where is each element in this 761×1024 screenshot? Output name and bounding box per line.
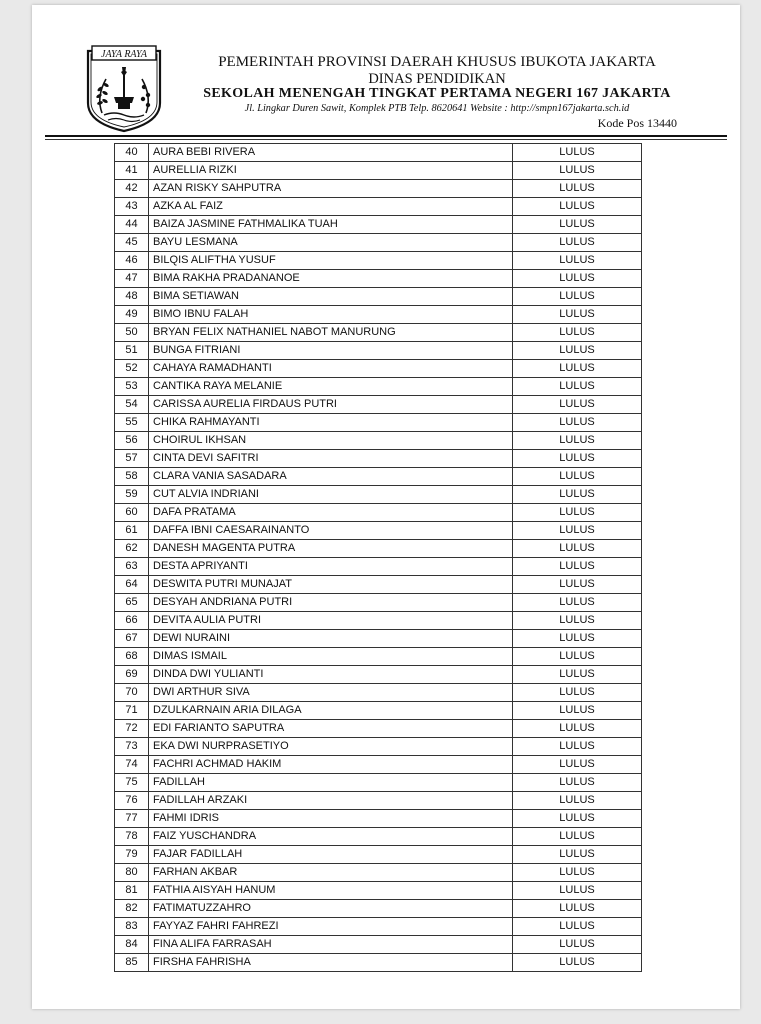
school-name: SEKOLAH MENENGAH TINGKAT PERTAMA NEGERI 167 JAKARTA bbox=[203, 86, 671, 101]
student-name: DESWITA PUTRI MUNAJAT bbox=[149, 576, 513, 594]
student-number: 69 bbox=[115, 666, 149, 684]
graduation-status: LULUS bbox=[513, 540, 642, 558]
student-number: 68 bbox=[115, 648, 149, 666]
student-name: DAFA PRATAMA bbox=[149, 504, 513, 522]
student-name: CAHAYA RAMADHANTI bbox=[149, 360, 513, 378]
student-number: 80 bbox=[115, 864, 149, 882]
letterhead-divider bbox=[45, 135, 727, 137]
student-name: CANTIKA RAYA MELANIE bbox=[149, 378, 513, 396]
graduation-status: LULUS bbox=[513, 342, 642, 360]
student-number: 47 bbox=[115, 270, 149, 288]
graduation-status: LULUS bbox=[513, 936, 642, 954]
student-number: 61 bbox=[115, 522, 149, 540]
document-page bbox=[32, 5, 740, 1009]
table-row bbox=[115, 630, 642, 648]
table-row bbox=[115, 162, 642, 180]
table-row bbox=[115, 486, 642, 504]
letterhead-divider-thin bbox=[45, 139, 727, 140]
graduation-status: LULUS bbox=[513, 648, 642, 666]
table-row bbox=[115, 144, 642, 162]
table-row bbox=[115, 306, 642, 324]
student-name: FINA ALIFA FARRASAH bbox=[149, 936, 513, 954]
student-number: 45 bbox=[115, 234, 149, 252]
table-row bbox=[115, 648, 642, 666]
graduation-status: LULUS bbox=[513, 216, 642, 234]
table-row bbox=[115, 450, 642, 468]
student-name: EKA DWI NURPRASETIYO bbox=[149, 738, 513, 756]
student-number: 74 bbox=[115, 756, 149, 774]
student-number: 51 bbox=[115, 342, 149, 360]
table-row bbox=[115, 846, 642, 864]
graduation-status: LULUS bbox=[513, 522, 642, 540]
table-row bbox=[115, 234, 642, 252]
student-name: CLARA VANIA SASADARA bbox=[149, 468, 513, 486]
student-number: 48 bbox=[115, 288, 149, 306]
table-row bbox=[115, 576, 642, 594]
table-row bbox=[115, 612, 642, 630]
student-number: 73 bbox=[115, 738, 149, 756]
student-number: 44 bbox=[115, 216, 149, 234]
student-name: FACHRI ACHMAD HAKIM bbox=[149, 756, 513, 774]
graduation-status: LULUS bbox=[513, 918, 642, 936]
graduation-status: LULUS bbox=[513, 324, 642, 342]
table-row bbox=[115, 216, 642, 234]
graduation-status: LULUS bbox=[513, 846, 642, 864]
student-name: AZAN RISKY SAHPUTRA bbox=[149, 180, 513, 198]
graduation-status: LULUS bbox=[513, 468, 642, 486]
table-row bbox=[115, 180, 642, 198]
student-number: 85 bbox=[115, 954, 149, 972]
student-number: 82 bbox=[115, 900, 149, 918]
student-name: DZULKARNAIN ARIA DILAGA bbox=[149, 702, 513, 720]
student-name: DANESH MAGENTA PUTRA bbox=[149, 540, 513, 558]
letterhead bbox=[32, 5, 740, 135]
graduation-status: LULUS bbox=[513, 612, 642, 630]
student-number: 52 bbox=[115, 360, 149, 378]
table-row bbox=[115, 396, 642, 414]
student-name: CARISSA AURELIA FIRDAUS PUTRI bbox=[149, 396, 513, 414]
student-name: FAJAR FADILLAH bbox=[149, 846, 513, 864]
emblem-label: JAYA RAYA bbox=[101, 49, 147, 60]
student-number: 58 bbox=[115, 468, 149, 486]
graduation-status: LULUS bbox=[513, 504, 642, 522]
graduation-status: LULUS bbox=[513, 252, 642, 270]
table-row bbox=[115, 360, 642, 378]
student-number: 75 bbox=[115, 774, 149, 792]
graduation-status: LULUS bbox=[513, 828, 642, 846]
student-name: CHOIRUL IKHSAN bbox=[149, 432, 513, 450]
graduation-status: LULUS bbox=[513, 180, 642, 198]
student-name: AZKA AL FAIZ bbox=[149, 198, 513, 216]
table-row bbox=[115, 810, 642, 828]
graduation-status: LULUS bbox=[513, 864, 642, 882]
table-row bbox=[115, 522, 642, 540]
student-name: BUNGA FITRIANI bbox=[149, 342, 513, 360]
student-number: 59 bbox=[115, 486, 149, 504]
graduation-status: LULUS bbox=[513, 432, 642, 450]
graduation-status: LULUS bbox=[513, 234, 642, 252]
student-number: 42 bbox=[115, 180, 149, 198]
student-number: 57 bbox=[115, 450, 149, 468]
table-row bbox=[115, 432, 642, 450]
table-row bbox=[115, 270, 642, 288]
student-name: CHIKA RAHMAYANTI bbox=[149, 414, 513, 432]
table-row bbox=[115, 666, 642, 684]
student-number: 63 bbox=[115, 558, 149, 576]
table-row bbox=[115, 864, 642, 882]
table-row bbox=[115, 504, 642, 522]
table-row bbox=[115, 540, 642, 558]
graduation-status: LULUS bbox=[513, 882, 642, 900]
student-name: EDI FARIANTO SAPUTRA bbox=[149, 720, 513, 738]
student-name: BRYAN FELIX NATHANIEL NABOT MANURUNG bbox=[149, 324, 513, 342]
student-name: DWI ARTHUR SIVA bbox=[149, 684, 513, 702]
graduation-status: LULUS bbox=[513, 900, 642, 918]
student-number: 78 bbox=[115, 828, 149, 846]
graduation-status: LULUS bbox=[513, 738, 642, 756]
graduation-status: LULUS bbox=[513, 306, 642, 324]
graduation-status: LULUS bbox=[513, 558, 642, 576]
graduation-status: LULUS bbox=[513, 666, 642, 684]
student-name: AURA BEBI RIVERA bbox=[149, 144, 513, 162]
table-row bbox=[115, 774, 642, 792]
student-name: BAIZA JASMINE FATHMALIKA TUAH bbox=[149, 216, 513, 234]
table-row bbox=[115, 792, 642, 810]
graduation-status: LULUS bbox=[513, 810, 642, 828]
student-name: FIRSHA FAHRISHA bbox=[149, 954, 513, 972]
student-number: 84 bbox=[115, 936, 149, 954]
table-row bbox=[115, 324, 642, 342]
student-name: DESTA APRIYANTI bbox=[149, 558, 513, 576]
student-number: 81 bbox=[115, 882, 149, 900]
table-row bbox=[115, 738, 642, 756]
graduation-status: LULUS bbox=[513, 756, 642, 774]
graduation-status: LULUS bbox=[513, 144, 642, 162]
graduation-table bbox=[114, 143, 642, 972]
table-row bbox=[115, 558, 642, 576]
graduation-status: LULUS bbox=[513, 396, 642, 414]
student-number: 65 bbox=[115, 594, 149, 612]
student-name: FADILLAH bbox=[149, 774, 513, 792]
graduation-status: LULUS bbox=[513, 702, 642, 720]
table-row bbox=[115, 198, 642, 216]
graduation-status: LULUS bbox=[513, 720, 642, 738]
student-name: FAYYAZ FAHRI FAHREZI bbox=[149, 918, 513, 936]
table-row bbox=[115, 414, 642, 432]
student-number: 50 bbox=[115, 324, 149, 342]
student-number: 64 bbox=[115, 576, 149, 594]
student-name: DESYAH ANDRIANA PUTRI bbox=[149, 594, 513, 612]
table-row bbox=[115, 468, 642, 486]
table-row bbox=[115, 900, 642, 918]
graduation-table-body bbox=[115, 144, 642, 972]
table-row bbox=[115, 288, 642, 306]
table-row bbox=[115, 918, 642, 936]
graduation-status: LULUS bbox=[513, 288, 642, 306]
student-name: BIMO IBNU FALAH bbox=[149, 306, 513, 324]
student-name: BAYU LESMANA bbox=[149, 234, 513, 252]
student-number: 67 bbox=[115, 630, 149, 648]
school-address: Jl. Lingkar Duren Sawit, Komplek PTB Telp. 8620641 Website : http://smpn167jakarta.sch.id bbox=[244, 103, 630, 114]
graduation-status: LULUS bbox=[513, 450, 642, 468]
graduation-status: LULUS bbox=[513, 198, 642, 216]
government-name: PEMERINTAH PROVINSI DAERAH KHUSUS IBUKOTA JAKARTA bbox=[218, 54, 656, 70]
student-number: 60 bbox=[115, 504, 149, 522]
table-row bbox=[115, 702, 642, 720]
graduation-status: LULUS bbox=[513, 414, 642, 432]
student-name: FAIZ YUSCHANDRA bbox=[149, 828, 513, 846]
student-name: DIMAS ISMAIL bbox=[149, 648, 513, 666]
student-number: 62 bbox=[115, 540, 149, 558]
student-name: DAFFA IBNI CAESARAINANTO bbox=[149, 522, 513, 540]
department-name: DINAS PENDIDIKAN bbox=[368, 71, 506, 87]
student-number: 40 bbox=[115, 144, 149, 162]
graduation-status: LULUS bbox=[513, 378, 642, 396]
student-number: 55 bbox=[115, 414, 149, 432]
student-name: FARHAN AKBAR bbox=[149, 864, 513, 882]
graduation-status: LULUS bbox=[513, 792, 642, 810]
student-number: 46 bbox=[115, 252, 149, 270]
table-row bbox=[115, 720, 642, 738]
graduation-status: LULUS bbox=[513, 684, 642, 702]
student-name: AURELLIA RIZKI bbox=[149, 162, 513, 180]
student-name: FATIMATUZZAHRO bbox=[149, 900, 513, 918]
graduation-status: LULUS bbox=[513, 360, 642, 378]
table-row bbox=[115, 252, 642, 270]
student-number: 56 bbox=[115, 432, 149, 450]
graduation-status: LULUS bbox=[513, 630, 642, 648]
graduation-status: LULUS bbox=[513, 270, 642, 288]
student-name: DINDA DWI YULIANTI bbox=[149, 666, 513, 684]
student-name: DEVITA AULIA PUTRI bbox=[149, 612, 513, 630]
postal-code: Kode Pos 13440 bbox=[597, 116, 677, 130]
student-name: BIMA RAKHA PRADANANOE bbox=[149, 270, 513, 288]
student-number: 49 bbox=[115, 306, 149, 324]
student-name: CINTA DEVI SAFITRI bbox=[149, 450, 513, 468]
table-row bbox=[115, 594, 642, 612]
graduation-status: LULUS bbox=[513, 594, 642, 612]
table-row bbox=[115, 684, 642, 702]
student-name: BIMA SETIAWAN bbox=[149, 288, 513, 306]
student-name: FAHMI IDRIS bbox=[149, 810, 513, 828]
table-row bbox=[115, 936, 642, 954]
student-number: 54 bbox=[115, 396, 149, 414]
table-row bbox=[115, 756, 642, 774]
graduation-status: LULUS bbox=[513, 162, 642, 180]
table-row bbox=[115, 882, 642, 900]
student-number: 43 bbox=[115, 198, 149, 216]
graduation-status: LULUS bbox=[513, 774, 642, 792]
table-row bbox=[115, 954, 642, 972]
student-number: 72 bbox=[115, 720, 149, 738]
student-number: 71 bbox=[115, 702, 149, 720]
student-number: 77 bbox=[115, 810, 149, 828]
student-number: 53 bbox=[115, 378, 149, 396]
student-number: 79 bbox=[115, 846, 149, 864]
student-name: FATHIA AISYAH HANUM bbox=[149, 882, 513, 900]
graduation-status: LULUS bbox=[513, 576, 642, 594]
student-name: BILQIS ALIFTHA YUSUF bbox=[149, 252, 513, 270]
student-number: 66 bbox=[115, 612, 149, 630]
table-row bbox=[115, 378, 642, 396]
graduation-status: LULUS bbox=[513, 954, 642, 972]
table-row bbox=[115, 828, 642, 846]
table-row bbox=[115, 342, 642, 360]
student-number: 70 bbox=[115, 684, 149, 702]
student-name: CUT ALVIA INDRIANI bbox=[149, 486, 513, 504]
student-name: FADILLAH ARZAKI bbox=[149, 792, 513, 810]
student-name: DEWI NURAINI bbox=[149, 630, 513, 648]
student-number: 76 bbox=[115, 792, 149, 810]
graduation-status: LULUS bbox=[513, 486, 642, 504]
student-number: 41 bbox=[115, 162, 149, 180]
student-number: 83 bbox=[115, 918, 149, 936]
